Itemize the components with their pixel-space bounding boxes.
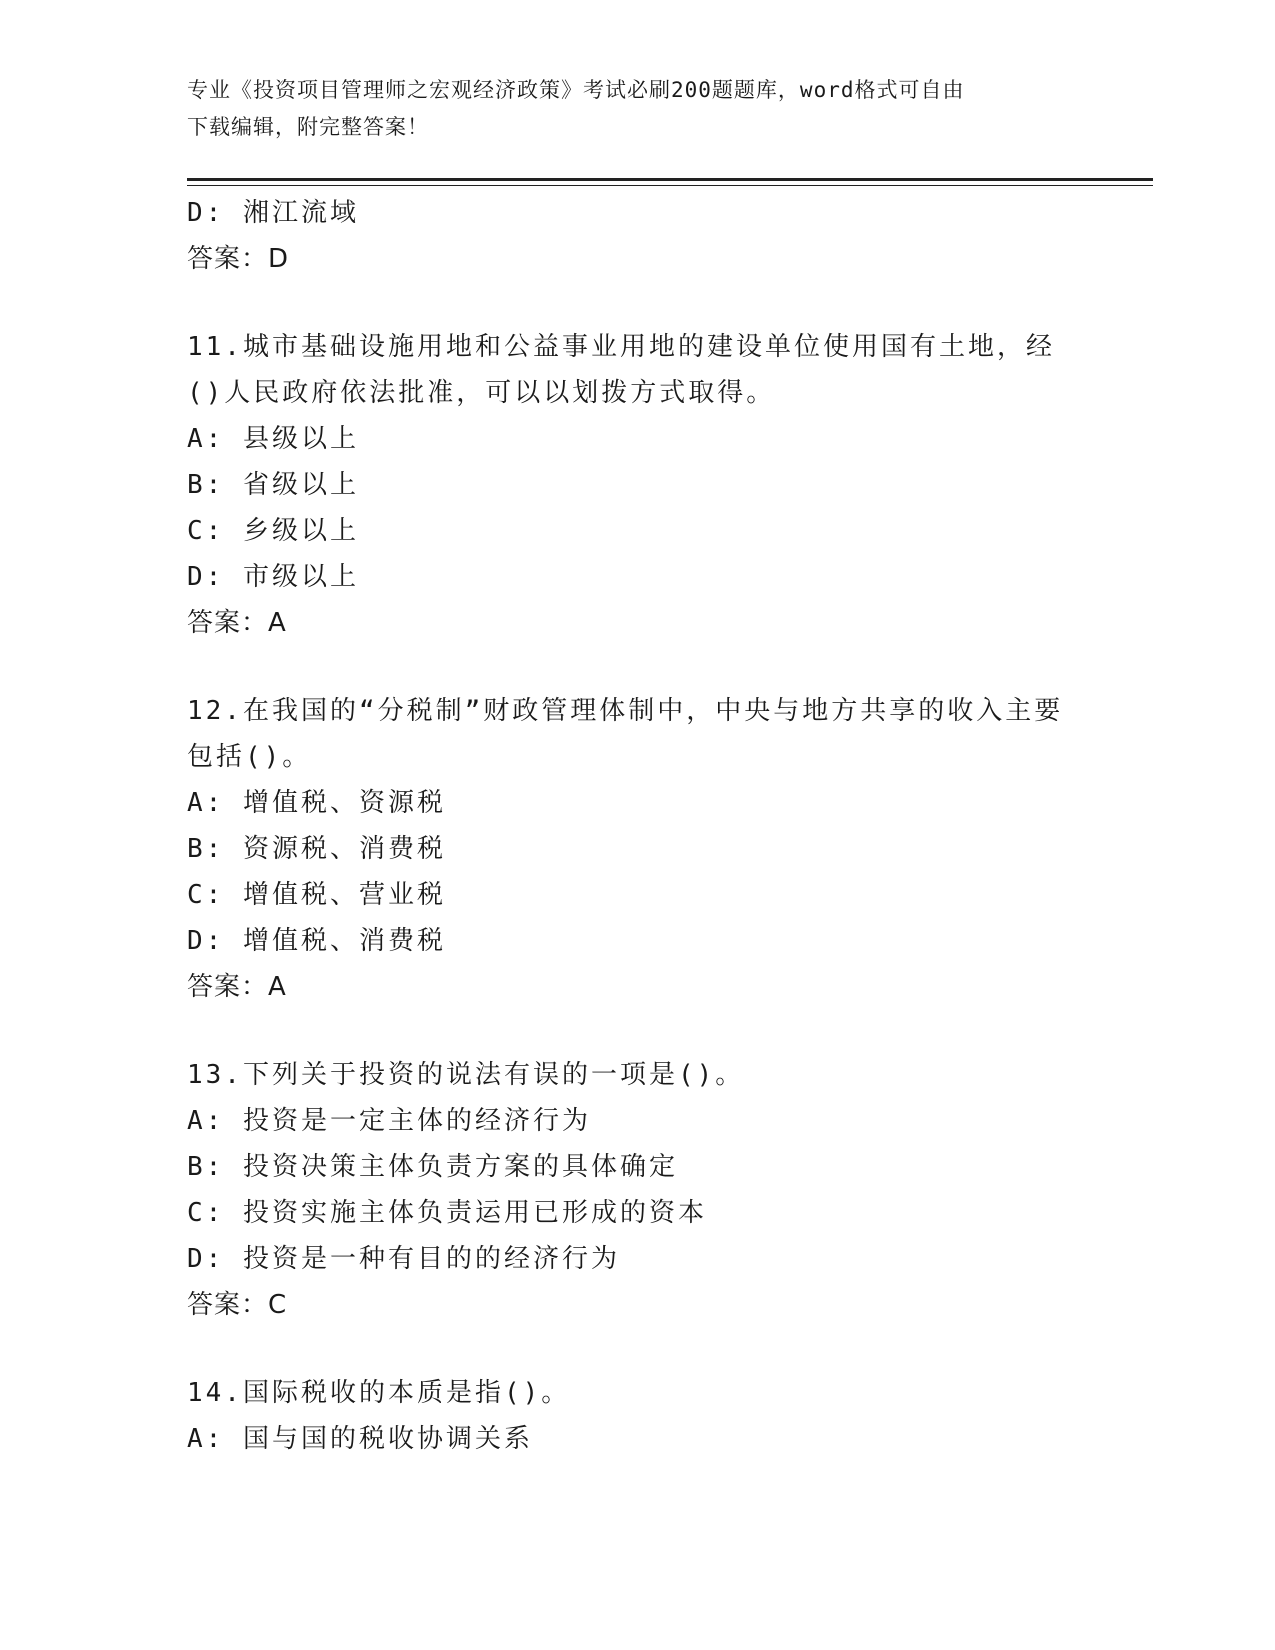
- document-body: [187, 190, 1087, 1462]
- option-d: D: 投资是一种有目的的经济行为: [187, 1244, 620, 1274]
- option-b: B: 省级以上: [187, 470, 359, 500]
- answer-line: 答案：D: [187, 244, 290, 274]
- option-a: A: 投资是一定主体的经济行为: [187, 1106, 591, 1136]
- option-c: C: 乡级以上: [187, 516, 359, 546]
- question-11: [187, 324, 1087, 646]
- header-line-2: 下载编辑，附完整答案！: [187, 115, 429, 139]
- option-b: B: 投资决策主体负责方案的具体确定: [187, 1152, 678, 1182]
- answer-line: 答案：A: [187, 972, 287, 1002]
- option-d: D: 湘江流域: [187, 198, 359, 228]
- question-stem: 14.国际税收的本质是指()。: [187, 1378, 571, 1408]
- document-header: [187, 72, 1067, 146]
- answer-line: 答案：A: [187, 608, 287, 638]
- question-stem: 12.在我国的“分税制”财政管理体制中，中央与地方共享的收入主要包括()。: [187, 696, 1064, 772]
- answer-line: 答案：C: [187, 1290, 288, 1320]
- question-14: [187, 1370, 1087, 1462]
- question-stem: 11.城市基础设施用地和公益事业用地的建设单位使用国有土地，经()人民政府依法批准，可以以划拨方式取得。: [187, 332, 1055, 408]
- option-c: C: 增值税、营业税: [187, 880, 446, 910]
- header-divider-thin: [187, 185, 1153, 186]
- question-13: [187, 1052, 1087, 1328]
- question-stem: 13.下列关于投资的说法有误的一项是()。: [187, 1060, 745, 1090]
- option-a: A: 国与国的税收协调关系: [187, 1424, 533, 1454]
- option-a: A: 县级以上: [187, 424, 359, 454]
- option-a: A: 增值税、资源税: [187, 788, 446, 818]
- question-12: [187, 688, 1087, 1010]
- option-d: D: 增值税、消费税: [187, 926, 446, 956]
- option-d: D: 市级以上: [187, 562, 359, 592]
- header-divider-thick: [187, 178, 1153, 181]
- option-b: B: 资源税、消费税: [187, 834, 446, 864]
- header-line-1: 专业《投资项目管理师之宏观经济政策》考试必刷200题题库，word格式可自由: [187, 78, 965, 102]
- option-c: C: 投资实施主体负责运用已形成的资本: [187, 1198, 707, 1228]
